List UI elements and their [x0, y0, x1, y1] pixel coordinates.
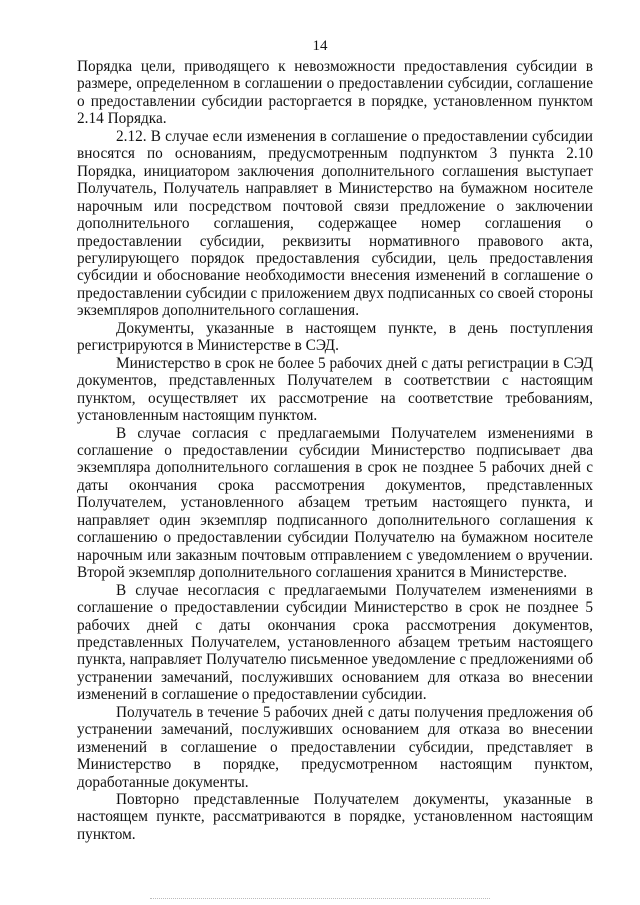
paragraph-continuation: Порядка цели, приводящего к невозможности предоставления субсидии в размере, определенном в соглашении о предоставлении субсидии, соглашение о предоставлении субсидии расторгается в порядке, установленном пунктом 2.14 Порядка. — [77, 58, 593, 128]
paragraph-disagreement-case: В случае несогласия с предлагаемыми Получателем изменениями в соглашение о предоставлении субсидии Министерство в срок не позднее 5 рабочих дней с даты окончания срока рассмотрения документов, представленных Получателем, установленного абзацем третьим настоящего пункта, направляет Получателю письменное уведомление с предложениями об устранении замечаний, послуживших основанием для отказа во внесении изменений в соглашение о предоставлении субсидии. — [77, 581, 593, 704]
page-number: 14 — [312, 38, 328, 54]
paragraph-agreement-case: В случае согласия с предлагаемыми Получателем изменениями в соглашение о предоставлении субсидии Министерство подписывает два экземпляра дополнительного соглашения в срок не позднее 5 рабочих дней с даты окончания срока рассмотрения документов, представленных Получателем, установленного абзацем третьим настоящего пункта, и направляет один экземпляр подписанного дополнительного соглашения к соглашению о предоставлении субсидии Получателю на бумажном носителе нарочным или заказным почтовым отправлением с уведомлением о вручении. Второй экземпляр дополнительного соглашения хранится в Министерстве. — [77, 424, 593, 582]
document-body — [77, 58, 593, 843]
paragraph-resubmission: Получатель в течение 5 рабочих дней с даты получения предложения об устранении замечаний, послуживших основанием для отказа во внесении изменений в соглашение о предоставлении субсидии, представляет в Министерство в порядке, предусмотренном настоящим пунктом, доработанные документы. — [77, 703, 593, 791]
paragraph-registration: Документы, указанные в настоящем пункте, в день поступления регистрируются в Министерстве в СЭД. — [77, 319, 593, 355]
scan-edge-line — [150, 898, 490, 899]
paragraph-2-12: 2.12. В случае если изменения в соглашение о предоставлении субсидии вносятся по основаниям, предусмотренным подпунктом 3 пункта 2.10 Порядка, инициатором заключения дополнительного соглашения выступает Получатель, Получатель направляет в Министерство на бумажном носителе нарочным или посредством почтовой связи предложение о заключении дополнительного соглашения, содержащее номер соглашения о предоставлении субсидии, реквизиты нормативного правового акта, регулирующего порядок предоставления субсидии, цель предоставления субсидии и обоснование необходимости внесения изменений в соглашение о предоставлении субсидии с приложением двух подписанных со своей стороны экземпляров дополнительного соглашения. — [77, 127, 593, 320]
paragraph-repeat-review: Повторно представленные Получателем документы, указанные в настоящем пункте, рассматриваются в порядке, установленном настоящим пунктом. — [77, 791, 593, 843]
paragraph-review-term: Министерство в срок не более 5 рабочих дней с даты регистрации в СЭД документов, представленных Получателем в соответствии с настоящим пунктом, осуществляет их рассмотрение на соответствие требованиям, установленным настоящим пунктом. — [77, 354, 593, 425]
